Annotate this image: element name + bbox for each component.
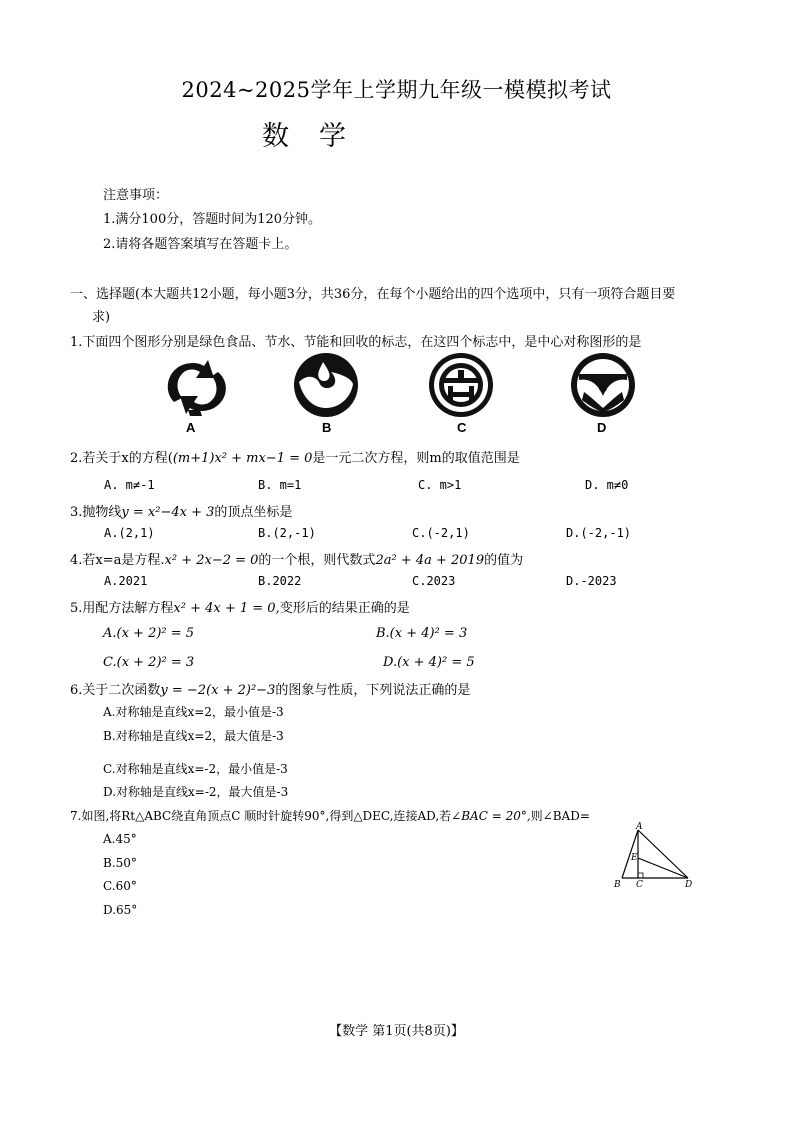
point-label-d: D [685, 880, 693, 890]
q2-option-b: B. m=1 [258, 478, 302, 492]
q6-stem-post: 的图象与性质，下列说法正确的是 [275, 683, 471, 698]
q5-stem-pre: 5.用配方法解方程 [70, 601, 174, 616]
q2-option-d: D. m≠0 [585, 478, 629, 492]
q1-label-d: D [597, 420, 607, 435]
q7-stem-post: 则∠BAD= [530, 809, 590, 823]
q5-option-a: A.(x + 2)² = 5 [103, 626, 195, 641]
q1-label-a: A [186, 420, 196, 435]
page-footer: 【数学 第1页(共8页)】 [329, 1024, 464, 1039]
q2-stem-pre: 2.若关于x的方程( [70, 451, 173, 466]
segment-ad [638, 830, 688, 878]
q2-option-a: A. m≠-1 [104, 478, 155, 492]
q7-angle-given: ∠BAC = 20°, [451, 809, 531, 823]
q5-stem-post: 变形后的结果正确的是 [279, 601, 410, 616]
q1-label-b: B [322, 420, 332, 435]
q5-equation: x² + 4x + 1 = 0, [173, 601, 280, 616]
recycle-arrows-icon [160, 358, 234, 418]
q2-stem-post: 是一元二次方程，则m的取值范围是 [312, 451, 520, 466]
energy-saving-icon [428, 352, 494, 418]
q3-stem [70, 501, 292, 520]
segment-ed [638, 858, 688, 878]
q4-option-c: C.2023 [412, 574, 456, 588]
subject-title: 数学 [262, 121, 376, 152]
exam-title: 2024~2025学年上学期九年级一模模拟考试 [181, 78, 612, 102]
q4-expression: 2a² + 4a + 2019 [375, 553, 485, 568]
q7-stem [70, 807, 590, 824]
q3-stem-pre: 3.抛物线 [70, 505, 122, 520]
q6-option-a: A.对称轴是直线x=2，最小值是-3 [103, 705, 284, 719]
q6-stem [70, 679, 470, 698]
q3-option-d: D.(-2,-1) [566, 526, 632, 540]
q6-option-b: B.对称轴是直线x=2，最大值是-3 [103, 729, 284, 743]
q1-stem: 1.下面四个图形分别是绿色食品、节水、节能和回收的标志，在这四个标志中，是中心对称图形的是 [70, 335, 642, 350]
q2-option-c: C. m>1 [418, 478, 462, 492]
q4-stem-pre: 4.若x=a是方程. [70, 553, 165, 568]
notice-item-2: 2.请将各题答案填写在答题卡上。 [103, 237, 298, 252]
q7-option-d: D.65° [103, 903, 138, 917]
section-heading-line1: 一、选择题(本大题共12小题，每小题3分，共36分，在每个小题给出的四个选项中，只有一项符合题目要 [70, 287, 676, 302]
q7-option-a: A.45° [103, 832, 137, 846]
water-saving-icon [293, 352, 359, 418]
q4-stem-mid: 的一个根，则代数式 [258, 553, 376, 568]
q3-stem-post: 的顶点坐标是 [214, 505, 293, 520]
notice-heading: 注意事项： [103, 188, 169, 203]
point-label-b: B [614, 880, 621, 890]
q3-option-c: C.(-2,1) [412, 526, 470, 540]
point-label-a: A [636, 822, 643, 832]
q4-option-d: D.-2023 [566, 574, 617, 588]
q6-function: y = −2(x + 2)²−3 [160, 683, 276, 698]
q7-stem-pre: 7.如图,将Rt△ABC绕直角顶点C 顺时针旋转90°,得到△DEC,连接AD,若 [70, 809, 452, 823]
section-heading-line2: 求) [92, 310, 111, 325]
q3-option-a: A.(2,1) [104, 526, 155, 540]
q7-option-b: B.50° [103, 856, 137, 870]
green-food-icon [570, 352, 636, 418]
q2-equation: (m+1)x² + mx−1 = 0 [172, 451, 313, 466]
point-label-e: E [631, 853, 638, 863]
q3-option-b: B.(2,-1) [258, 526, 316, 540]
q3-equation: y = x²−4x + 3 [121, 505, 215, 520]
q4-stem-post: 的值为 [484, 553, 524, 568]
q7-triangle-figure [608, 820, 698, 892]
q4-option-a: A.2021 [104, 574, 148, 588]
q5-option-b: B.(x + 4)² = 3 [376, 626, 468, 641]
q5-stem [70, 597, 410, 616]
point-label-c: C [636, 880, 643, 890]
q4-option-b: B.2022 [258, 574, 302, 588]
q5-option-d: D.(x + 4)² = 5 [383, 655, 475, 670]
q4-equation: x² + 2x−2 = 0 [164, 553, 259, 568]
q2-stem [70, 447, 520, 466]
right-angle-mark [638, 873, 643, 878]
notice-item-1: 1.满分100分，答题时间为120分钟。 [103, 212, 322, 227]
q7-option-c: C.60° [103, 879, 137, 893]
q6-stem-pre: 6.关于二次函数 [70, 683, 161, 698]
q6-option-c: C.对称轴是直线x=-2，最小值是-3 [103, 762, 288, 776]
q1-label-c: C [457, 420, 467, 435]
q4-stem [70, 549, 523, 568]
q6-option-d: D.对称轴是直线x=-2，最大值是-3 [103, 785, 289, 799]
q5-option-c: C.(x + 2)² = 3 [103, 655, 195, 670]
